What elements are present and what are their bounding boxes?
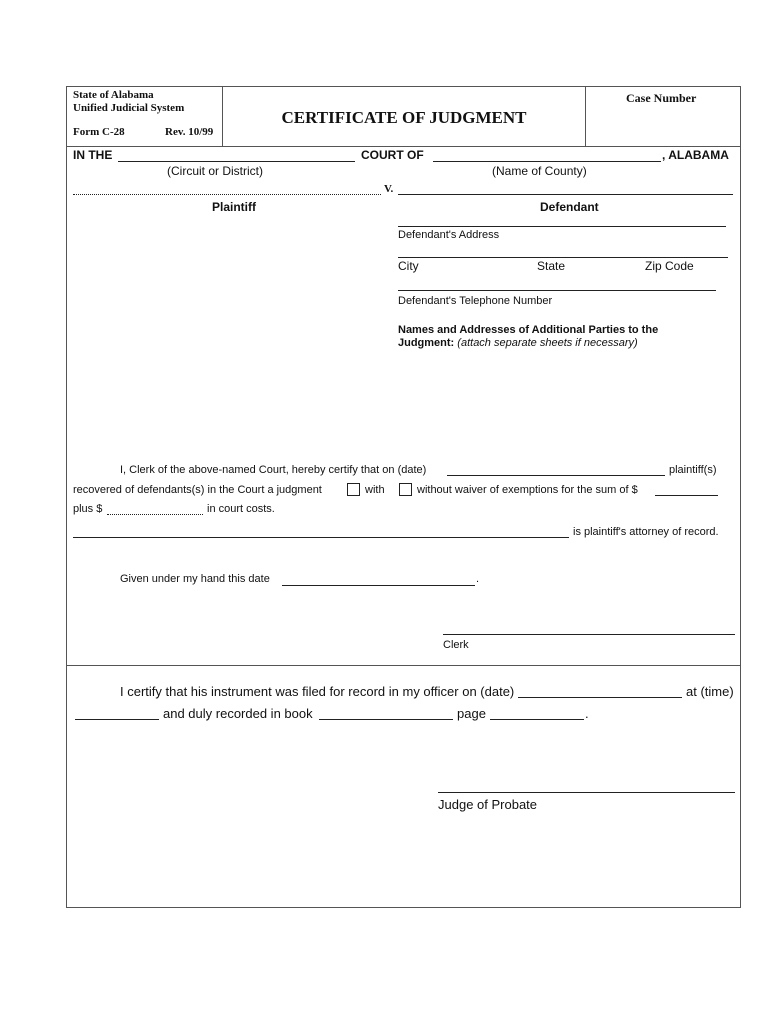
defendant-name-field[interactable]	[398, 194, 733, 195]
additional-parties-area[interactable]	[398, 352, 728, 452]
form-frame	[66, 86, 741, 908]
judge-signature-field[interactable]	[438, 792, 735, 793]
recorded-in-book-label: and duly recorded in book	[163, 706, 313, 721]
probate-divider	[66, 665, 741, 666]
page-number-field[interactable]	[490, 719, 584, 720]
filed-date-field[interactable]	[518, 697, 682, 698]
without-waiver-label: without waiver of exemptions for the sum of $	[417, 484, 638, 496]
header-divider	[66, 146, 741, 147]
plus-label: plus $	[73, 503, 103, 515]
judicial-system: Unified Judicial System	[73, 102, 185, 114]
given-date-field[interactable]	[282, 585, 475, 586]
probate-line1-text: I certify that his instrument was filed for record in my officer on (date)	[120, 684, 515, 699]
given-date-period: .	[476, 573, 480, 585]
judgment-date-field[interactable]	[447, 475, 665, 476]
defendant-label: Defendant	[540, 200, 599, 214]
additional-parties-label-2	[398, 337, 638, 349]
with-label: with	[365, 484, 385, 496]
court-of-label: COURT OF	[361, 148, 424, 162]
court-costs-field[interactable]	[107, 514, 203, 515]
attorney-of-record-label: is plaintiff's attorney of record.	[573, 526, 719, 538]
versus-label: V.	[384, 183, 394, 195]
page-title: CERTIFICATE OF JUDGMENT	[281, 108, 527, 127]
in-the-label: IN THE	[73, 148, 113, 162]
book-number-field[interactable]	[319, 719, 453, 720]
alabama-label: , ALABAMA	[662, 148, 729, 162]
defendant-telephone-label: Defendant's Telephone Number	[398, 295, 553, 307]
plaintiff-name-field[interactable]	[73, 194, 381, 195]
header-right-divider	[585, 86, 586, 146]
plaintiffs-label: plaintiff(s)	[669, 464, 717, 476]
judge-of-probate-label: Judge of Probate	[438, 797, 538, 812]
additional-parties-label: Names and Addresses of Additional Parties to the	[398, 324, 659, 336]
attorney-name-field[interactable]	[73, 537, 569, 538]
court-costs-label: in court costs.	[207, 503, 275, 515]
form-number: Form C-28	[73, 126, 125, 138]
state-label: State	[537, 259, 566, 273]
revision-date: Rev. 10/99	[165, 126, 214, 138]
clerk-signature-field[interactable]	[443, 634, 735, 635]
case-number-label: Case Number	[626, 91, 697, 105]
certify-line1-text: I, Clerk of the above-named Court, hereby certify that on (date)	[120, 464, 427, 476]
page-line-period: .	[585, 706, 589, 721]
county-caption: (Name of County)	[492, 164, 587, 178]
certify-line2-text: recovered of defendants(s) in the Court a judgment	[73, 484, 322, 496]
at-time-label: at (time)	[686, 684, 734, 699]
case-number-field[interactable]	[588, 108, 738, 144]
given-under-hand-label: Given under my hand this date	[120, 573, 270, 585]
city-label: City	[398, 259, 419, 273]
judgment-label: Judgment:	[398, 337, 455, 349]
attach-sheets-note: (attach separate sheets if necessary)	[457, 337, 638, 349]
judgment-amount-field[interactable]	[655, 495, 718, 496]
state-name: State of Alabama	[73, 89, 154, 101]
clerk-label: Clerk	[443, 639, 469, 651]
city-state-zip-field[interactable]	[398, 257, 728, 258]
circuit-or-district-caption: (Circuit or District)	[167, 164, 263, 178]
defendant-address-field[interactable]	[398, 226, 726, 227]
with-waiver-checkbox[interactable]	[347, 483, 360, 496]
filed-time-field[interactable]	[75, 719, 159, 720]
page-label: page	[457, 706, 486, 721]
county-field[interactable]	[433, 161, 661, 162]
defendant-address-label: Defendant's Address	[398, 229, 500, 241]
plaintiff-label: Plaintiff	[212, 200, 256, 214]
defendant-telephone-field[interactable]	[398, 290, 716, 291]
court-type-field[interactable]	[118, 161, 355, 162]
zip-code-label: Zip Code	[645, 259, 694, 273]
without-waiver-checkbox[interactable]	[399, 483, 412, 496]
